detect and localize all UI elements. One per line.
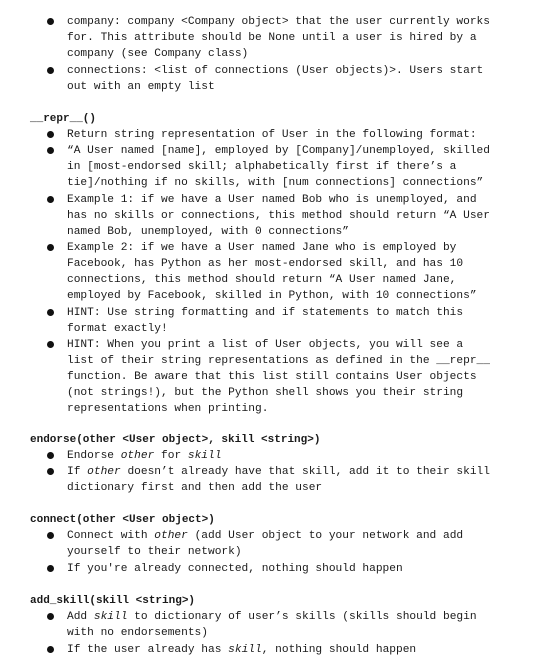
- bullet-text-line: for. This attribute should be None until a user is hired by a: [67, 32, 477, 44]
- bullet-text-line: function. Be aware that this list still contains User objects: [67, 371, 477, 383]
- text-segment: Add: [67, 611, 94, 623]
- italic-term: skill: [228, 644, 262, 656]
- text-segment: dictionary first and then add the user: [67, 482, 323, 494]
- bullet-dot: [47, 646, 54, 653]
- text-segment: with no endorsements): [67, 627, 208, 639]
- bullet-text-line: [67, 544, 242, 560]
- bullet-dot: [47, 131, 54, 138]
- text-segment: Connect with: [67, 530, 155, 542]
- bullet-text-line: tie]/nothing if no skills, with [num connections] connections”: [67, 177, 484, 189]
- bullet-text-line: [67, 561, 403, 577]
- italic-term: other: [120, 450, 155, 462]
- bullet-text-line: [67, 625, 208, 641]
- text-segment: If the user already has: [67, 644, 229, 656]
- bullet-text-line: representations when printing.: [67, 403, 269, 415]
- italic-term: other: [154, 530, 188, 542]
- bullet-text-line: HINT: When you print a list of User objects, you will see a: [67, 339, 464, 351]
- bullet-text-line: named Bob, unemployed, with 0 connections”: [67, 226, 349, 238]
- text-segment: (add User object to your network and add: [187, 530, 464, 542]
- bullet-text-line: HINT: Use string formatting and if statements to match this: [67, 307, 464, 319]
- bullet-dot: [47, 147, 54, 154]
- bullet-text-line: company: company <Company object> that the user currently works: [67, 16, 490, 28]
- bullet-text-line: Facebook, has Python as her most-endorsed skill, and has 10: [67, 258, 464, 270]
- bullet-dot: [47, 341, 54, 348]
- bullet-text-line: [67, 464, 490, 480]
- bullet-text-line: [67, 448, 221, 464]
- bullet-text-line: Example 1: if we have a User named Bob who is unemployed, and: [67, 194, 477, 206]
- bullet-text-line: list of their string representations as defined in the __repr__: [67, 355, 490, 367]
- bullet-text-line: Return string representation of User in the following format:: [67, 129, 477, 141]
- bullet-text-line: out with an empty list: [67, 81, 215, 93]
- italic-term: skill: [93, 611, 128, 623]
- bullet-dot: [47, 613, 54, 620]
- italic-term: skill: [187, 450, 222, 462]
- method-heading: add_skill(skill <string>): [30, 595, 196, 607]
- bullet-text-line: [67, 480, 322, 496]
- text-segment: doesn’t already have that skill, add it to their skill: [120, 466, 490, 478]
- bullet-dot: [47, 196, 54, 203]
- text-segment: yourself to their network): [67, 546, 242, 558]
- bullet-dot: [47, 309, 54, 316]
- text-segment: , nothing should happen: [261, 644, 417, 656]
- bullet-text-line: company (see Company class): [67, 48, 249, 60]
- bullet-text-line: employed by Facebook, skilled in Python, with 10 connections”: [67, 290, 477, 302]
- bullet-text-line: has no skills or connections, this method should return “A User: [67, 210, 490, 222]
- bullet-dot: [47, 565, 54, 572]
- bullet-dot: [47, 18, 54, 25]
- italic-term: other: [87, 466, 121, 478]
- bullet-text-line: [67, 642, 416, 658]
- bullet-dot: [47, 244, 54, 251]
- bullet-text-line: connections: <list of connections (User objects)>. Users start: [67, 65, 484, 77]
- bullet-text-line: Example 2: if we have a User named Jane who is employed by: [67, 242, 457, 254]
- method-heading: connect(other <User object>): [30, 514, 215, 526]
- bullet-text-line: [67, 609, 477, 625]
- text-segment: If you're already connected, nothing should happen: [67, 563, 403, 575]
- bullet-dot: [47, 452, 54, 459]
- bullet-text-line: [67, 528, 463, 544]
- bullet-dot: [47, 532, 54, 539]
- bullet-text-line: connections, this method should return “A User named Jane,: [67, 274, 457, 286]
- bullet-dot: [47, 468, 54, 475]
- text-segment: Endorse: [67, 450, 121, 462]
- text-segment: for: [154, 450, 188, 462]
- method-heading: endorse(other <User object>, skill <string>): [30, 434, 321, 446]
- text-segment: If: [67, 466, 88, 478]
- bullet-text-line: “A User named [name], employed by [Company]/unemployed, skilled: [67, 145, 490, 157]
- bullet-dot: [47, 67, 54, 74]
- bullet-text-line: format exactly!: [67, 323, 168, 335]
- method-heading: __repr__(): [30, 113, 97, 125]
- text-segment: to dictionary of user’s skills (skills should begin: [127, 611, 477, 623]
- bullet-text-line: (not strings!), but the Python shell shows you their string: [67, 387, 464, 399]
- bullet-text-line: in [most-endorsed skill; alphabetically first if there’s a: [67, 161, 457, 173]
